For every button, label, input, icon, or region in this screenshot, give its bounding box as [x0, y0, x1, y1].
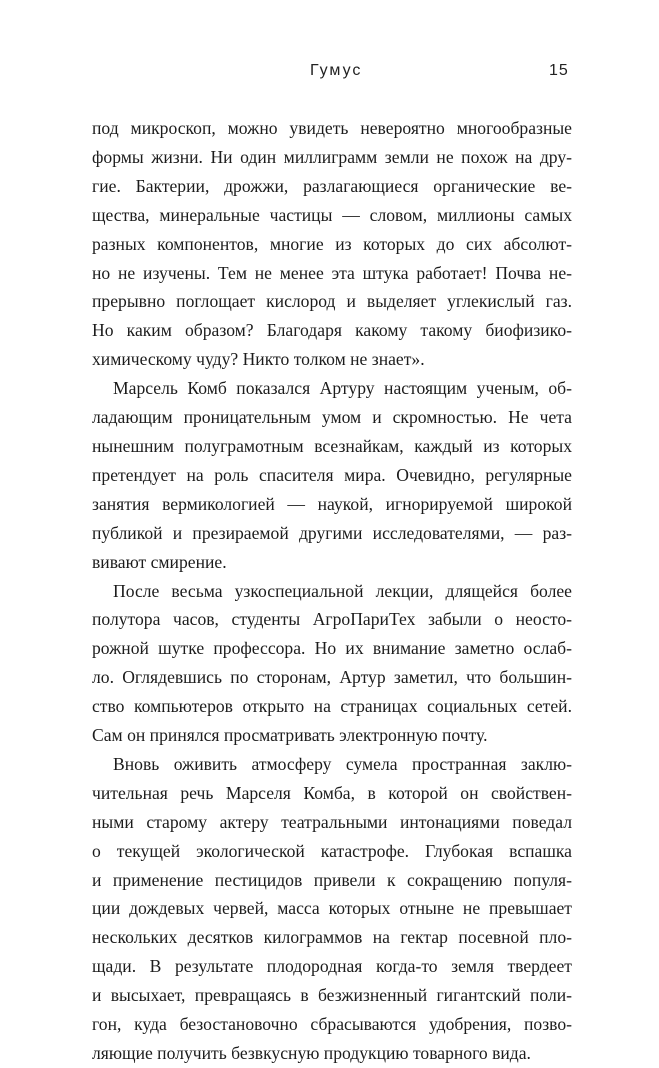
page-number: 15: [549, 62, 569, 79]
text-line: ладающим проницательным умом и скромностью. Не чета: [92, 407, 572, 428]
text-line: претендует на роль спасителя мира. Очевидно, регулярные: [92, 464, 572, 485]
text-line: публикой и презираемой другими исследователями, — раз-: [92, 522, 572, 543]
text-line: ными старому актеру театральными интонациями поведал: [92, 811, 572, 832]
text-line: химическому чуду? Никто толком не знает».: [92, 349, 425, 370]
text-line: нынешним полуграмотным всезнайкам, каждый из которых: [92, 435, 572, 456]
text-line: Вновь оживить атмосферу сумела пространная заклю-: [113, 753, 572, 774]
text-line: ции дождевых червей, масса которых отныне не превышает: [92, 898, 572, 919]
text-line: полутора часов, студенты АгроПариТех забыли о неосто-: [92, 609, 572, 630]
paragraph: [92, 577, 572, 750]
text-line: Но каким образом? Благодаря какому такому биофизико-: [92, 320, 572, 341]
text-line: но не изучены. Тем не менее эта штука работает! Почва не-: [92, 262, 572, 283]
text-line: рожной шутке профессора. Но их внимание заметно ослаб-: [92, 638, 572, 659]
paragraph: [92, 374, 572, 576]
text-line: под микроскоп, можно увидеть невероятно многообразные: [92, 118, 572, 138]
text-line: щества, минеральные частицы — словом, миллионы самых: [92, 204, 572, 225]
text-line: ло. Оглядевшись по сторонам, Артур заметил, что большин-: [92, 667, 572, 688]
text-line: гон, куда безостановочно сбрасываются удобрения, позво-: [92, 1014, 572, 1035]
text-line: и высыхает, превращаясь в безжизненный гигантский поли-: [92, 985, 572, 1006]
paragraph: [92, 750, 572, 1068]
text-line: Марсель Комб показался Артуру настоящим ученым, об-: [113, 378, 572, 399]
text-line: Сам он принялся просматривать электронную почту.: [92, 725, 488, 746]
text-line: о текущей экологической катастрофе. Глубокая вспашка: [92, 840, 572, 861]
text-line: нескольких десятков килограммов на гектар посевной пло-: [92, 927, 572, 948]
text-line: щади. В результате плодородная когда-то земля твердеет: [92, 956, 572, 977]
text-line: разных компонентов, многие из которых до сих абсолют-: [92, 233, 572, 254]
text-line: гие. Бактерии, дрожжи, разлагающиеся органические ве-: [92, 175, 572, 196]
text-line: чительная речь Марселя Комба, в которой он свойствен-: [92, 782, 572, 803]
paragraph: [92, 114, 572, 374]
text-line: ляющие получить безвкусную продукцию товарного вида.: [92, 1043, 531, 1063]
text-line: вивают смирение.: [92, 551, 227, 572]
body-text: [92, 114, 572, 1068]
chapter-title: Гумус: [310, 62, 363, 79]
text-line: После весьма узкоспециальной лекции, длящейся более: [113, 580, 572, 601]
text-line: прерывно поглощает кислород и выделяет углекислый газ.: [92, 291, 572, 312]
text-line: занятия вермикологией — наукой, игнорируемой широкой: [92, 493, 572, 514]
text-line: формы жизни. Ни один миллиграмм земли не похож на дру-: [92, 146, 572, 167]
text-line: ство компьютеров открыто на страницах социальных сетей.: [92, 696, 572, 717]
text-line: и применение пестицидов привели к сокращению популя-: [92, 869, 572, 890]
